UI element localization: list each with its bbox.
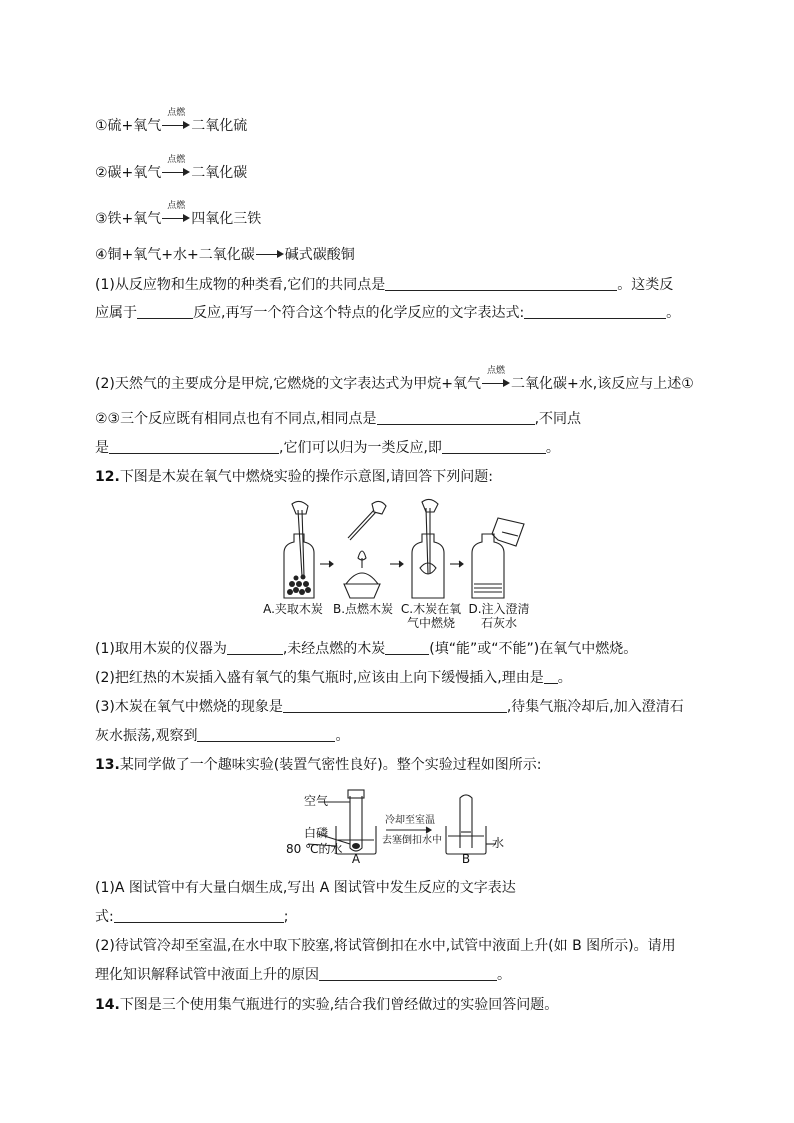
product: 碱式碳酸铜	[284, 247, 355, 263]
answer-blank[interactable]	[137, 304, 193, 319]
charcoal-experiment-figure	[262, 498, 538, 602]
label-water80: 80 ℃的水	[286, 842, 343, 856]
reactants: ④铜+氧气+水+二氧化碳	[95, 247, 255, 263]
label-arrow-top: 冷却至室温	[385, 815, 435, 826]
condition: 点燃	[167, 201, 186, 211]
condition: 点燃	[167, 155, 186, 165]
reactants: ①硫+氧气	[95, 118, 162, 134]
q12-p3-line1: (3)木炭在氧气中燃烧的现象是 ,待集气瓶冷却后,加入澄清石	[95, 699, 684, 715]
answer-blank[interactable]	[197, 727, 335, 742]
q11-p2-line2: ②③三个反应既有相同点也有不同点,相同点是 ,不同点	[95, 411, 582, 427]
answer-blank[interactable]	[544, 669, 558, 684]
caption-c2: 气中燃烧	[406, 616, 455, 630]
q12-figure	[262, 498, 538, 630]
q11-p2-line1: (2)天然气的主要成分是甲烷,它燃烧的文字表达式为甲烷+氧气 点燃 二氧化碳+水,该反应与上述①	[95, 366, 694, 392]
q14-stem: 14.下图是三个使用集气瓶进行的实验,结合我们曾经做过的实验回答问题。	[95, 997, 559, 1013]
answer-blank[interactable]	[109, 439, 279, 454]
caption-b: B.点燃木炭	[332, 602, 394, 616]
reactants: ③铁+氧气	[95, 211, 162, 227]
answer-blank[interactable]	[227, 640, 283, 655]
reaction-2	[95, 155, 248, 182]
q13-p1-line2: 式: ;	[95, 909, 289, 925]
q11-p2-line3: 是 ,它们可以归为一类反应,即 。	[95, 440, 560, 456]
q13-p2-line1: (2)待试管冷却至室温,在水中取下胶塞,将试管倒扣在水中,试管中液面上升(如 B 图所示)。请用	[95, 938, 676, 954]
arrow-icon	[162, 155, 190, 180]
q11-p1-line1: (1)从反应物和生成物的种类看,它们的共同点是 。这类反	[95, 277, 674, 293]
answer-blank[interactable]	[283, 698, 507, 713]
answer-blank[interactable]	[114, 908, 284, 923]
product: 四氧化三铁	[191, 211, 262, 227]
q12-p3-line2: 灰水振荡,观察到 。	[95, 728, 350, 744]
answer-blank[interactable]	[377, 410, 535, 425]
label-arrow-bottom: 去塞倒扣水中	[382, 835, 442, 846]
q13-figure	[286, 786, 512, 864]
arrow-icon: 点燃	[482, 375, 510, 391]
answer-blank[interactable]	[385, 276, 617, 291]
caption-d2: 石灰水	[480, 616, 517, 630]
answer-blank[interactable]	[524, 304, 666, 319]
q11-p1-line2: 应属于 反应,再写一个符合这个特点的化学反应的文字表达式: 。	[95, 305, 681, 321]
answer-blank[interactable]	[385, 640, 429, 655]
caption-c1: C.木炭在氧	[400, 602, 462, 616]
condition: 点燃	[167, 108, 186, 118]
label-water: 水	[492, 836, 505, 850]
product: 二氧化硫	[191, 118, 248, 134]
label-a: A	[351, 852, 361, 866]
q13-p2-line2: 理化知识解释试管中液面上升的原因 。	[95, 967, 511, 983]
label-phosphorus: 白磷	[304, 826, 329, 840]
caption-d1: D.注入澄清	[468, 602, 530, 616]
label-air: 空气	[304, 794, 329, 808]
q12-stem: 12.下图是木炭在氧气中燃烧实验的操作示意图,请回答下列问题:	[95, 469, 493, 485]
caption-a: A.夹取木炭	[263, 602, 323, 616]
product: 二氧化碳	[191, 165, 248, 181]
arrow-icon	[256, 246, 284, 262]
q13-stem: 13.某同学做了一个趣味实验(装置气密性良好)。整个实验过程如图所示:	[95, 757, 542, 773]
reaction-1	[95, 108, 248, 135]
arrow-icon	[162, 201, 190, 226]
reaction-4	[95, 246, 355, 264]
answer-blank[interactable]	[442, 439, 546, 454]
reactants: ②碳+氧气	[95, 165, 162, 181]
answer-blank[interactable]	[319, 966, 497, 981]
q12-p2: (2)把红热的木炭插入盛有氧气的集气瓶时,应该由上向下缓慢插入,理由是 。	[95, 670, 572, 686]
label-b: B	[461, 852, 471, 866]
q13-p1-line1: (1)A 图试管中有大量白烟生成,写出 A 图试管中发生反应的文字表达	[95, 880, 516, 896]
arrow-icon	[162, 108, 190, 133]
reaction-3	[95, 201, 262, 228]
q12-p1: (1)取用木炭的仪器为 ,未经点燃的木炭 (填“能”或“不能”)在氧气中燃烧。	[95, 641, 638, 657]
